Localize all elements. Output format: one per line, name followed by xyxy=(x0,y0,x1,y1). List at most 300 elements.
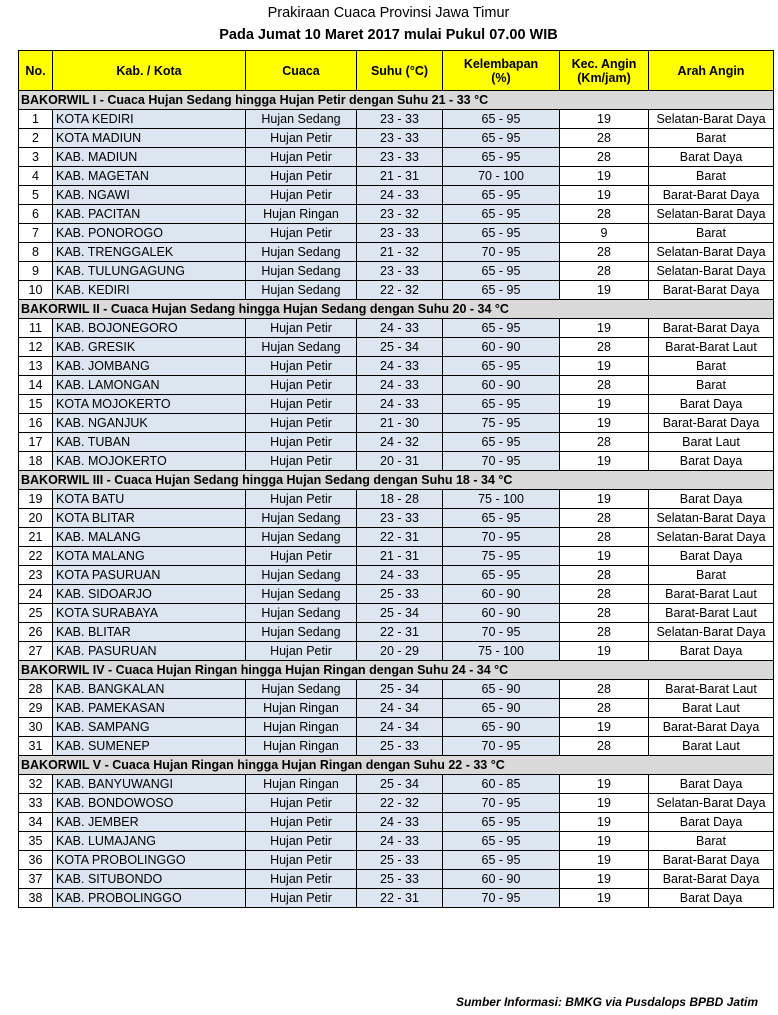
cell-kec-angin: 28 xyxy=(560,509,649,528)
cell-suhu: 21 - 31 xyxy=(357,167,443,186)
header-kelembapan-unit: (%) xyxy=(491,70,511,85)
cell-kec-angin: 19 xyxy=(560,775,649,794)
cell-cuaca: Hujan Sedang xyxy=(246,338,357,357)
cell-kec-angin: 28 xyxy=(560,262,649,281)
cell-arah: Barat-Barat Laut xyxy=(649,338,774,357)
cell-suhu: 24 - 33 xyxy=(357,376,443,395)
table-row xyxy=(19,642,774,661)
cell-kelembapan: 75 - 100 xyxy=(443,490,560,509)
cell-kelembapan: 65 - 95 xyxy=(443,433,560,452)
group-title: BAKORWIL V - Cuaca Hujan Ringan hingga Hujan Ringan dengan Suhu 22 - 33 °C xyxy=(19,756,774,775)
cell-no: 17 xyxy=(19,433,53,452)
cell-arah: Barat Laut xyxy=(649,433,774,452)
cell-cuaca: Hujan Petir xyxy=(246,433,357,452)
cell-kab: KAB. PACITAN xyxy=(53,205,246,224)
header-suhu: Suhu (°C) xyxy=(357,51,443,91)
cell-kelembapan: 65 - 95 xyxy=(443,129,560,148)
cell-kab: KAB. GRESIK xyxy=(53,338,246,357)
table-row xyxy=(19,528,774,547)
cell-no: 8 xyxy=(19,243,53,262)
header-no: No. xyxy=(19,51,53,91)
table-body xyxy=(19,91,774,908)
cell-cuaca: Hujan Petir xyxy=(246,319,357,338)
cell-kelembapan: 60 - 90 xyxy=(443,870,560,889)
cell-cuaca: Hujan Sedang xyxy=(246,243,357,262)
cell-kec-angin: 19 xyxy=(560,452,649,471)
cell-cuaca: Hujan Ringan xyxy=(246,205,357,224)
group-title: BAKORWIL I - Cuaca Hujan Sedang hingga Hujan Petir dengan Suhu 21 - 33 °C xyxy=(19,91,774,110)
cell-kab: KAB. MADIUN xyxy=(53,148,246,167)
cell-no: 13 xyxy=(19,357,53,376)
table-row xyxy=(19,338,774,357)
cell-kelembapan: 65 - 95 xyxy=(443,357,560,376)
cell-kelembapan: 65 - 95 xyxy=(443,186,560,205)
cell-kab: KAB. NGANJUK xyxy=(53,414,246,433)
cell-kec-angin: 28 xyxy=(560,528,649,547)
cell-suhu: 24 - 33 xyxy=(357,357,443,376)
cell-cuaca: Hujan Petir xyxy=(246,148,357,167)
header-arah: Arah Angin xyxy=(649,51,774,91)
cell-no: 12 xyxy=(19,338,53,357)
cell-arah: Barat-Barat Daya xyxy=(649,718,774,737)
table-row xyxy=(19,794,774,813)
cell-kec-angin: 19 xyxy=(560,813,649,832)
cell-kelembapan: 60 - 90 xyxy=(443,376,560,395)
cell-kab: KAB. BLITAR xyxy=(53,623,246,642)
cell-suhu: 22 - 31 xyxy=(357,889,443,908)
cell-arah: Selatan-Barat Daya xyxy=(649,243,774,262)
header-kec-angin xyxy=(560,51,649,91)
group-row xyxy=(19,471,774,490)
cell-cuaca: Hujan Petir xyxy=(246,186,357,205)
cell-cuaca: Hujan Sedang xyxy=(246,509,357,528)
cell-cuaca: Hujan Petir xyxy=(246,395,357,414)
cell-kab: KAB. PASURUAN xyxy=(53,642,246,661)
cell-suhu: 24 - 34 xyxy=(357,699,443,718)
forecast-table xyxy=(18,50,774,908)
cell-kelembapan: 75 - 100 xyxy=(443,642,560,661)
cell-kec-angin: 9 xyxy=(560,224,649,243)
cell-kec-angin: 19 xyxy=(560,547,649,566)
cell-no: 11 xyxy=(19,319,53,338)
table-row xyxy=(19,718,774,737)
cell-kec-angin: 28 xyxy=(560,604,649,623)
cell-no: 28 xyxy=(19,680,53,699)
table-row xyxy=(19,490,774,509)
cell-kec-angin: 28 xyxy=(560,585,649,604)
table-row xyxy=(19,604,774,623)
cell-suhu: 25 - 34 xyxy=(357,338,443,357)
cell-cuaca: Hujan Sedang xyxy=(246,528,357,547)
cell-cuaca: Hujan Petir xyxy=(246,414,357,433)
cell-kab: KAB. TULUNGAGUNG xyxy=(53,262,246,281)
cell-kec-angin: 28 xyxy=(560,129,649,148)
cell-cuaca: Hujan Petir xyxy=(246,129,357,148)
cell-kab: KOTA MOJOKERTO xyxy=(53,395,246,414)
cell-kab: KAB. MOJOKERTO xyxy=(53,452,246,471)
cell-kab: KOTA BATU xyxy=(53,490,246,509)
cell-cuaca: Hujan Sedang xyxy=(246,604,357,623)
table-row xyxy=(19,775,774,794)
group-title: BAKORWIL II - Cuaca Hujan Sedang hingga Hujan Sedang dengan Suhu 20 - 34 °C xyxy=(19,300,774,319)
cell-kelembapan: 65 - 95 xyxy=(443,281,560,300)
group-title: BAKORWIL IV - Cuaca Hujan Ringan hingga Hujan Ringan dengan Suhu 24 - 34 °C xyxy=(19,661,774,680)
cell-arah: Selatan-Barat Daya xyxy=(649,794,774,813)
cell-suhu: 24 - 33 xyxy=(357,395,443,414)
cell-no: 15 xyxy=(19,395,53,414)
header-row xyxy=(19,51,774,91)
cell-suhu: 24 - 33 xyxy=(357,813,443,832)
cell-arah: Selatan-Barat Daya xyxy=(649,205,774,224)
cell-cuaca: Hujan Petir xyxy=(246,851,357,870)
cell-kec-angin: 19 xyxy=(560,357,649,376)
cell-kelembapan: 65 - 95 xyxy=(443,509,560,528)
cell-arah: Selatan-Barat Daya xyxy=(649,509,774,528)
cell-kelembapan: 70 - 95 xyxy=(443,737,560,756)
cell-kec-angin: 28 xyxy=(560,243,649,262)
cell-suhu: 23 - 33 xyxy=(357,262,443,281)
cell-arah: Barat-Barat Laut xyxy=(649,585,774,604)
cell-cuaca: Hujan Petir xyxy=(246,167,357,186)
cell-arah: Selatan-Barat Daya xyxy=(649,110,774,129)
cell-suhu: 23 - 33 xyxy=(357,148,443,167)
cell-kab: KAB. SITUBONDO xyxy=(53,870,246,889)
cell-cuaca: Hujan Ringan xyxy=(246,699,357,718)
cell-suhu: 22 - 31 xyxy=(357,623,443,642)
cell-kab: KAB. NGAWI xyxy=(53,186,246,205)
cell-suhu: 25 - 33 xyxy=(357,737,443,756)
cell-suhu: 23 - 33 xyxy=(357,110,443,129)
cell-suhu: 18 - 28 xyxy=(357,490,443,509)
cell-kab: KAB. JEMBER xyxy=(53,813,246,832)
cell-cuaca: Hujan Sedang xyxy=(246,281,357,300)
table-row xyxy=(19,870,774,889)
cell-arah: Selatan-Barat Daya xyxy=(649,623,774,642)
table-row xyxy=(19,737,774,756)
header-kab: Kab. / Kota xyxy=(53,51,246,91)
cell-no: 18 xyxy=(19,452,53,471)
cell-kab: KAB. SUMENEP xyxy=(53,737,246,756)
cell-kec-angin: 19 xyxy=(560,110,649,129)
cell-kec-angin: 28 xyxy=(560,566,649,585)
table-row xyxy=(19,433,774,452)
cell-kec-angin: 19 xyxy=(560,889,649,908)
cell-suhu: 24 - 33 xyxy=(357,832,443,851)
cell-suhu: 24 - 33 xyxy=(357,319,443,338)
cell-suhu: 25 - 33 xyxy=(357,585,443,604)
cell-suhu: 22 - 31 xyxy=(357,528,443,547)
cell-kab: KOTA SURABAYA xyxy=(53,604,246,623)
cell-kelembapan: 65 - 90 xyxy=(443,699,560,718)
cell-arah: Selatan-Barat Daya xyxy=(649,262,774,281)
cell-cuaca: Hujan Petir xyxy=(246,889,357,908)
cell-kab: KAB. PONOROGO xyxy=(53,224,246,243)
cell-no: 34 xyxy=(19,813,53,832)
cell-suhu: 21 - 32 xyxy=(357,243,443,262)
cell-cuaca: Hujan Sedang xyxy=(246,566,357,585)
cell-suhu: 23 - 32 xyxy=(357,205,443,224)
cell-kab: KOTA KEDIRI xyxy=(53,110,246,129)
cell-arah: Barat xyxy=(649,376,774,395)
cell-no: 20 xyxy=(19,509,53,528)
cell-arah: Barat xyxy=(649,224,774,243)
cell-kec-angin: 19 xyxy=(560,414,649,433)
cell-no: 37 xyxy=(19,870,53,889)
cell-kab: KAB. PROBOLINGGO xyxy=(53,889,246,908)
cell-kelembapan: 60 - 90 xyxy=(443,604,560,623)
cell-kec-angin: 19 xyxy=(560,395,649,414)
cell-kec-angin: 19 xyxy=(560,186,649,205)
cell-kab: KOTA MADIUN xyxy=(53,129,246,148)
cell-cuaca: Hujan Sedang xyxy=(246,623,357,642)
cell-suhu: 20 - 29 xyxy=(357,642,443,661)
cell-suhu: 24 - 32 xyxy=(357,433,443,452)
table-row xyxy=(19,889,774,908)
cell-no: 5 xyxy=(19,186,53,205)
group-row xyxy=(19,661,774,680)
header-kec-angin-label: Kec. Angin xyxy=(571,56,637,71)
cell-arah: Barat-Barat Daya xyxy=(649,281,774,300)
table-row xyxy=(19,281,774,300)
table-row xyxy=(19,186,774,205)
group-row xyxy=(19,756,774,775)
cell-arah: Barat-Barat Daya xyxy=(649,319,774,338)
table-row xyxy=(19,509,774,528)
cell-kelembapan: 70 - 100 xyxy=(443,167,560,186)
cell-no: 35 xyxy=(19,832,53,851)
cell-cuaca: Hujan Petir xyxy=(246,452,357,471)
cell-kelembapan: 70 - 95 xyxy=(443,794,560,813)
cell-no: 27 xyxy=(19,642,53,661)
cell-arah: Barat Laut xyxy=(649,699,774,718)
cell-kelembapan: 65 - 95 xyxy=(443,110,560,129)
cell-kec-angin: 28 xyxy=(560,737,649,756)
cell-cuaca: Hujan Sedang xyxy=(246,585,357,604)
cell-kab: KAB. LAMONGAN xyxy=(53,376,246,395)
cell-cuaca: Hujan Ringan xyxy=(246,737,357,756)
cell-cuaca: Hujan Petir xyxy=(246,357,357,376)
table-row xyxy=(19,566,774,585)
cell-kec-angin: 19 xyxy=(560,870,649,889)
cell-arah: Barat Daya xyxy=(649,547,774,566)
cell-kec-angin: 28 xyxy=(560,433,649,452)
cell-cuaca: Hujan Sedang xyxy=(246,110,357,129)
cell-suhu: 23 - 33 xyxy=(357,224,443,243)
cell-cuaca: Hujan Ringan xyxy=(246,718,357,737)
cell-cuaca: Hujan Petir xyxy=(246,547,357,566)
cell-kelembapan: 75 - 95 xyxy=(443,547,560,566)
cell-kelembapan: 70 - 95 xyxy=(443,452,560,471)
cell-kab: KAB. BANYUWANGI xyxy=(53,775,246,794)
cell-kab: KAB. TUBAN xyxy=(53,433,246,452)
cell-kab: KAB. MAGETAN xyxy=(53,167,246,186)
cell-suhu: 23 - 33 xyxy=(357,129,443,148)
cell-arah: Barat Daya xyxy=(649,452,774,471)
cell-no: 16 xyxy=(19,414,53,433)
table-row xyxy=(19,148,774,167)
cell-kelembapan: 65 - 95 xyxy=(443,395,560,414)
cell-kab: KOTA PASURUAN xyxy=(53,566,246,585)
header-cuaca: Cuaca xyxy=(246,51,357,91)
cell-no: 19 xyxy=(19,490,53,509)
cell-suhu: 24 - 33 xyxy=(357,186,443,205)
cell-arah: Selatan-Barat Daya xyxy=(649,528,774,547)
cell-arah: Barat Daya xyxy=(649,148,774,167)
cell-suhu: 21 - 31 xyxy=(357,547,443,566)
cell-kab: KAB. SAMPANG xyxy=(53,718,246,737)
header-kelembapan xyxy=(443,51,560,91)
cell-kab: KOTA MALANG xyxy=(53,547,246,566)
table-row xyxy=(19,319,774,338)
cell-kelembapan: 65 - 90 xyxy=(443,718,560,737)
cell-suhu: 25 - 34 xyxy=(357,775,443,794)
cell-no: 14 xyxy=(19,376,53,395)
table-row xyxy=(19,110,774,129)
cell-arah: Barat Daya xyxy=(649,642,774,661)
cell-kelembapan: 65 - 95 xyxy=(443,851,560,870)
cell-kec-angin: 28 xyxy=(560,338,649,357)
cell-kelembapan: 60 - 90 xyxy=(443,338,560,357)
cell-no: 36 xyxy=(19,851,53,870)
group-title: BAKORWIL III - Cuaca Hujan Sedang hingga Hujan Sedang dengan Suhu 18 - 34 °C xyxy=(19,471,774,490)
cell-kelembapan: 65 - 95 xyxy=(443,224,560,243)
cell-kelembapan: 65 - 95 xyxy=(443,566,560,585)
cell-cuaca: Hujan Petir xyxy=(246,794,357,813)
cell-kec-angin: 19 xyxy=(560,319,649,338)
cell-no: 33 xyxy=(19,794,53,813)
cell-arah: Barat xyxy=(649,357,774,376)
cell-kec-angin: 19 xyxy=(560,490,649,509)
cell-kec-angin: 19 xyxy=(560,718,649,737)
cell-no: 7 xyxy=(19,224,53,243)
cell-no: 25 xyxy=(19,604,53,623)
cell-kec-angin: 19 xyxy=(560,281,649,300)
cell-arah: Barat Daya xyxy=(649,775,774,794)
cell-kab: KAB. SIDOARJO xyxy=(53,585,246,604)
page-title: Prakiraan Cuaca Provinsi Jawa Timur xyxy=(267,5,510,21)
cell-suhu: 25 - 34 xyxy=(357,680,443,699)
title-block xyxy=(18,2,759,46)
cell-cuaca: Hujan Petir xyxy=(246,376,357,395)
cell-kec-angin: 28 xyxy=(560,148,649,167)
cell-cuaca: Hujan Petir xyxy=(246,224,357,243)
cell-cuaca: Hujan Ringan xyxy=(246,775,357,794)
cell-kab: KAB. KEDIRI xyxy=(53,281,246,300)
cell-suhu: 25 - 33 xyxy=(357,870,443,889)
cell-no: 26 xyxy=(19,623,53,642)
cell-kec-angin: 28 xyxy=(560,623,649,642)
cell-no: 21 xyxy=(19,528,53,547)
cell-cuaca: Hujan Sedang xyxy=(246,262,357,281)
cell-no: 23 xyxy=(19,566,53,585)
header-kelembapan-label: Kelembapan xyxy=(463,56,539,71)
cell-kab: KAB. MALANG xyxy=(53,528,246,547)
source-note: Sumber Informasi: BMKG via Pusdalops BPBD Jatim xyxy=(455,995,758,1009)
group-row xyxy=(19,91,774,110)
header-kec-angin-unit: (Km/jam) xyxy=(577,70,631,85)
cell-kab: KOTA BLITAR xyxy=(53,509,246,528)
table-row xyxy=(19,243,774,262)
cell-arah: Barat-Barat Daya xyxy=(649,851,774,870)
table-row xyxy=(19,205,774,224)
cell-no: 1 xyxy=(19,110,53,129)
cell-kab: KAB. BONDOWOSO xyxy=(53,794,246,813)
cell-arah: Barat Daya xyxy=(649,490,774,509)
table-row xyxy=(19,262,774,281)
cell-kelembapan: 70 - 95 xyxy=(443,623,560,642)
cell-cuaca: Hujan Petir xyxy=(246,642,357,661)
cell-suhu: 20 - 31 xyxy=(357,452,443,471)
cell-kab: KAB. BOJONEGORO xyxy=(53,319,246,338)
cell-kab: KAB. JOMBANG xyxy=(53,357,246,376)
cell-no: 38 xyxy=(19,889,53,908)
table-row xyxy=(19,680,774,699)
cell-kec-angin: 19 xyxy=(560,794,649,813)
cell-arah: Barat Daya xyxy=(649,889,774,908)
cell-no: 24 xyxy=(19,585,53,604)
table-row xyxy=(19,376,774,395)
cell-kelembapan: 65 - 95 xyxy=(443,319,560,338)
cell-kelembapan: 65 - 90 xyxy=(443,680,560,699)
table-header xyxy=(19,51,774,91)
cell-kelembapan: 70 - 95 xyxy=(443,889,560,908)
table-row xyxy=(19,851,774,870)
cell-kec-angin: 19 xyxy=(560,851,649,870)
cell-suhu: 25 - 33 xyxy=(357,851,443,870)
cell-kelembapan: 60 - 85 xyxy=(443,775,560,794)
cell-arah: Barat-Barat Laut xyxy=(649,604,774,623)
cell-no: 30 xyxy=(19,718,53,737)
cell-kelembapan: 70 - 95 xyxy=(443,528,560,547)
cell-no: 10 xyxy=(19,281,53,300)
table-row xyxy=(19,547,774,566)
cell-arah: Barat xyxy=(649,129,774,148)
cell-arah: Barat Laut xyxy=(649,737,774,756)
cell-kab: KAB. TRENGGALEK xyxy=(53,243,246,262)
cell-no: 29 xyxy=(19,699,53,718)
table-row xyxy=(19,585,774,604)
cell-suhu: 24 - 33 xyxy=(357,566,443,585)
cell-kec-angin: 19 xyxy=(560,167,649,186)
table-row xyxy=(19,813,774,832)
cell-suhu: 25 - 34 xyxy=(357,604,443,623)
cell-no: 3 xyxy=(19,148,53,167)
cell-arah: Barat xyxy=(649,566,774,585)
table-row xyxy=(19,395,774,414)
table-row xyxy=(19,414,774,433)
cell-kelembapan: 65 - 95 xyxy=(443,205,560,224)
cell-suhu: 21 - 30 xyxy=(357,414,443,433)
cell-cuaca: Hujan Petir xyxy=(246,813,357,832)
cell-no: 31 xyxy=(19,737,53,756)
group-row xyxy=(19,300,774,319)
table-row xyxy=(19,129,774,148)
cell-arah: Barat xyxy=(649,167,774,186)
cell-kec-angin: 19 xyxy=(560,642,649,661)
cell-cuaca: Hujan Petir xyxy=(246,490,357,509)
page-subtitle: Pada Jumat 10 Maret 2017 mulai Pukul 07.00 WIB xyxy=(219,27,558,43)
cell-kelembapan: 70 - 95 xyxy=(443,243,560,262)
cell-suhu: 24 - 34 xyxy=(357,718,443,737)
cell-no: 9 xyxy=(19,262,53,281)
cell-cuaca: Hujan Sedang xyxy=(246,680,357,699)
cell-kec-angin: 28 xyxy=(560,680,649,699)
cell-suhu: 22 - 32 xyxy=(357,794,443,813)
cell-kelembapan: 65 - 95 xyxy=(443,832,560,851)
cell-arah: Barat Daya xyxy=(649,813,774,832)
cell-no: 2 xyxy=(19,129,53,148)
cell-suhu: 23 - 33 xyxy=(357,509,443,528)
